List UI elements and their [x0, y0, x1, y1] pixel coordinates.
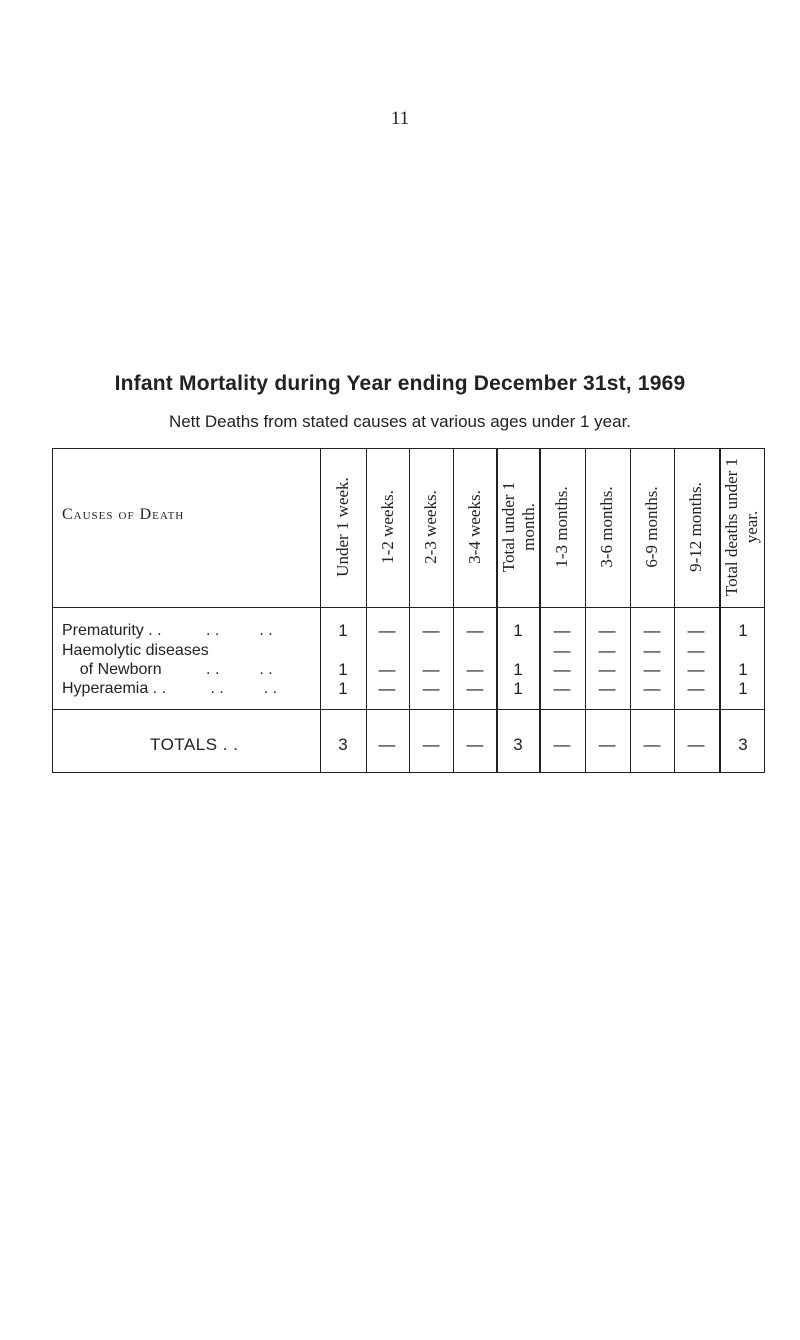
table-cell: 1	[338, 621, 348, 640]
col-header-1-2-weeks: 1-2 weeks.	[378, 490, 397, 564]
table-cell: —	[553, 679, 571, 698]
table-cell: —	[598, 621, 616, 640]
col-rule	[539, 448, 541, 773]
table-bottom-rule	[52, 772, 764, 773]
row-label: of Newborn . . . .	[62, 661, 273, 678]
table-cell: 1	[738, 660, 748, 679]
col-header-text: Total deaths under 1 year.	[722, 457, 761, 597]
totals-cell: —	[378, 735, 396, 754]
table-cell: —	[643, 641, 661, 660]
totals-cell: —	[422, 735, 440, 754]
totals-cell: —	[466, 735, 484, 754]
totals-cell: —	[687, 735, 705, 754]
table-cell: —	[687, 641, 705, 660]
totals-cell: —	[553, 735, 571, 754]
header-bottom-rule	[52, 607, 764, 608]
table-cell: 1	[738, 679, 748, 698]
table-cell: —	[466, 621, 484, 640]
col-header-total-deaths-under-1-year	[722, 457, 762, 597]
row-label: Haemolytic diseases	[62, 642, 209, 659]
table-cell: 1	[338, 679, 348, 698]
col-rule	[674, 448, 675, 773]
table-left-rule	[52, 448, 53, 773]
table-cell: 1	[513, 660, 523, 679]
totals-cell: 3	[738, 735, 748, 754]
table-cell: —	[643, 679, 661, 698]
table-top-rule	[52, 448, 764, 449]
table-cell: —	[553, 641, 571, 660]
table-cell: —	[643, 660, 661, 679]
table-cell: —	[466, 660, 484, 679]
table-cell: —	[687, 660, 705, 679]
totals-cell: 3	[338, 735, 348, 754]
table-cell: —	[687, 679, 705, 698]
table-cell: 1	[338, 660, 348, 679]
table-cell: —	[422, 679, 440, 698]
col-rule	[585, 448, 586, 773]
totals-cell: —	[643, 735, 661, 754]
page-title: Infant Mortality during Year ending December 31st, 1969	[114, 372, 686, 395]
table-cell: 1	[513, 621, 523, 640]
col-rule	[630, 448, 631, 773]
table-cell: —	[598, 679, 616, 698]
col-header-under-1-week: Under 1 week.	[333, 477, 352, 577]
table-cell: 1	[513, 679, 523, 698]
table-cell: —	[598, 641, 616, 660]
col-header-2-3-weeks: 2-3 weeks.	[421, 490, 440, 564]
totals-cell: —	[598, 735, 616, 754]
page-number: 11	[390, 108, 410, 129]
col-header-total-under-1-month	[499, 457, 539, 597]
col-rule	[409, 448, 410, 773]
col-rule	[453, 448, 454, 773]
col-header-1-3-months: 1-3 months.	[552, 486, 571, 568]
table-cell: —	[687, 621, 705, 640]
table-cell: —	[378, 660, 396, 679]
table-cell: —	[553, 660, 571, 679]
col-rule	[320, 448, 321, 773]
table-cell: —	[598, 660, 616, 679]
table-right-rule	[764, 448, 765, 773]
table-cell: —	[643, 621, 661, 640]
row-label: Hyperaemia . . . . . .	[62, 680, 278, 697]
causes-header: Causes of Death	[62, 506, 185, 523]
page-subtitle: Nett Deaths from stated causes at various ages under 1 year.	[168, 412, 632, 431]
table-cell: —	[378, 621, 396, 640]
col-header-3-4-weeks: 3-4 weeks.	[465, 490, 484, 564]
totals-cell: 3	[513, 735, 523, 754]
col-header-9-12-months: 9-12 months.	[686, 482, 705, 572]
col-rule	[496, 448, 498, 773]
row-label: Prematurity . . . . . .	[62, 622, 273, 639]
col-header-3-6-months: 3-6 months.	[597, 486, 616, 568]
table-cell: 1	[738, 621, 748, 640]
table-cell: —	[422, 660, 440, 679]
col-rule	[366, 448, 367, 773]
table-cell: —	[553, 621, 571, 640]
totals-top-rule	[52, 709, 764, 710]
col-header-6-9-months: 6-9 months.	[642, 486, 661, 568]
col-header-text: Total under 1 month.	[499, 481, 538, 573]
col-rule	[719, 448, 721, 773]
table-cell: —	[422, 621, 440, 640]
totals-label: TOTALS . .	[150, 735, 239, 754]
table-cell: —	[378, 679, 396, 698]
table-cell: —	[466, 679, 484, 698]
